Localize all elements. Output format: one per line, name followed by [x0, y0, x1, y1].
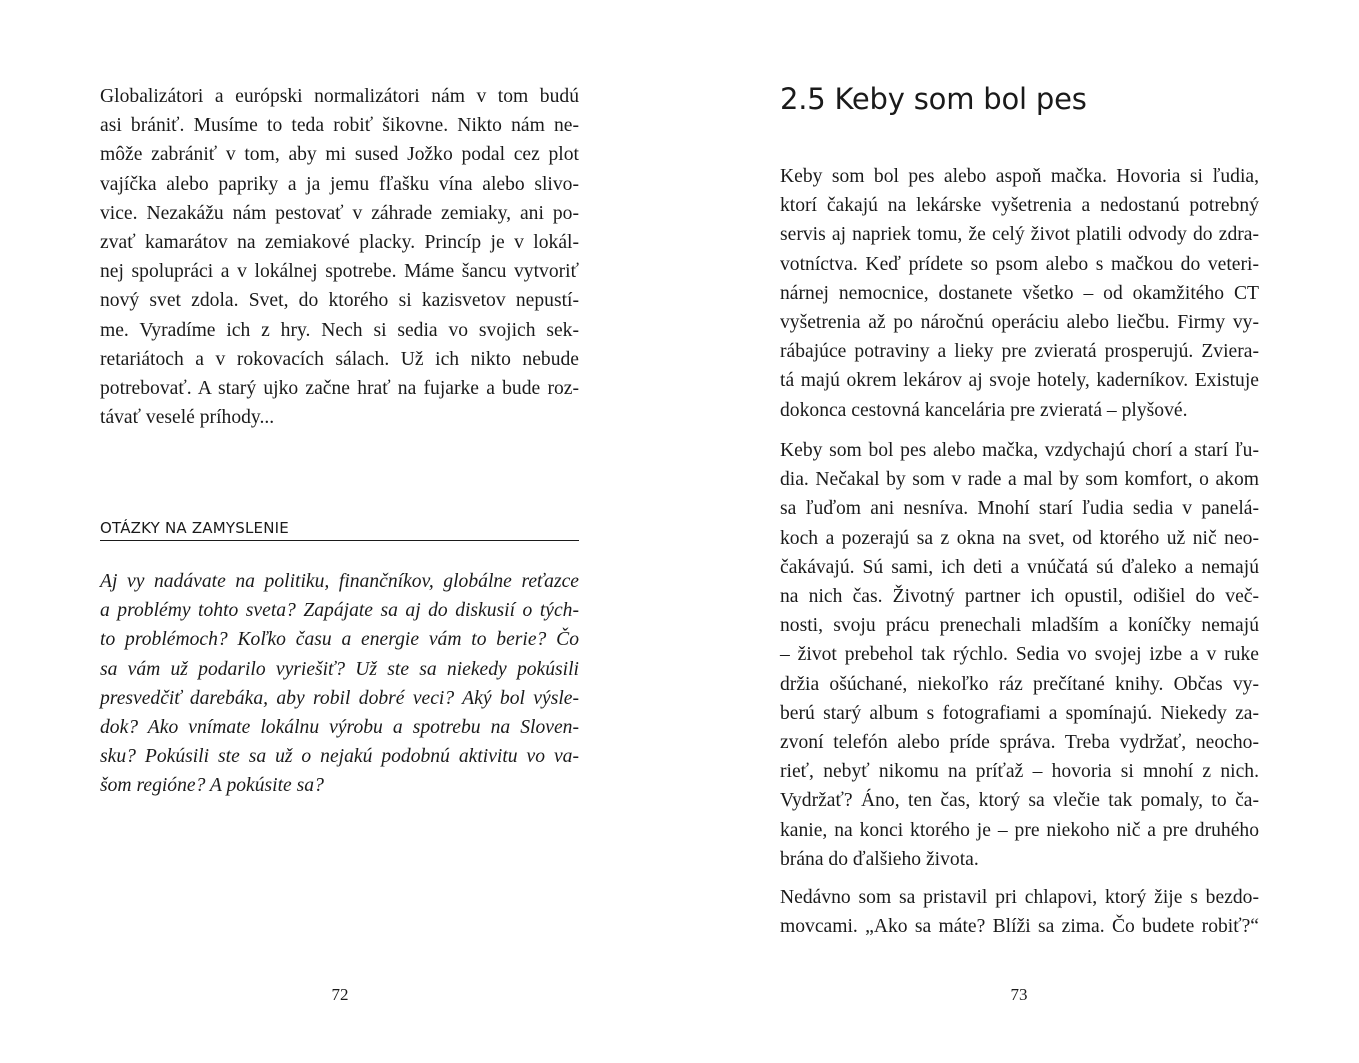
text-line: nej spolupráci a v lokálnej spotrebe. Máme šancu vytvoriť — [100, 261, 579, 283]
text-line: sku? Pokúsili ste sa už o nejakú podobnú aktivitu vo va- — [100, 746, 579, 768]
text-line: čakávajú. Sú sami, ich deti a vnúčatá sú ďaleko a nemajú — [780, 556, 1259, 578]
text-line: nový svet zdola. Svet, do ktorého si kazisvetov nepustí- — [100, 290, 579, 312]
paragraph-3 — [780, 883, 1259, 941]
text-line: tá majú okrem lekárov aj svoje hotely, kaderníkov. Existuje — [780, 370, 1259, 392]
text-line: držia ošúchané, niekoľko ráz prečítané knihy. Občas vy- — [780, 673, 1259, 695]
paragraph-1 — [780, 162, 1259, 425]
text-line: brána do ďalšieho života. — [780, 848, 979, 870]
text-line: to problémoch? Koľko času a energie vám to berie? Čo — [100, 629, 579, 651]
section-heading: OTÁZKY NA ZAMYSLENIE — [100, 519, 579, 541]
text-line: dok? Ako vnímate lokálnu výrobu a spotrebu na Sloven- — [100, 717, 579, 739]
text-line: – život prebehol tak rýchlo. Sedia vo svojej izbe a v ruke — [780, 644, 1259, 666]
text-line: zvať kamarátov na zemiakové placky. Princíp je v lokál- — [100, 232, 579, 254]
text-line: presvedčiť darebáka, aby robil dobré veci? Aký bol výsle- — [100, 687, 579, 709]
text-line: távať veselé príhody... — [100, 407, 275, 429]
text-line: movcami. „Ako sa máte? Blíži sa zima. Čo budete robiť?“ — [780, 916, 1259, 938]
text-line: votníctva. Keď prídete so psom alebo s mačkou do veteri- — [780, 253, 1259, 275]
text-line: servis aj napriek tomu, že celý život platili odvody do zdra- — [780, 224, 1259, 246]
text-line: šom regióne? A pokúsite sa? — [100, 775, 324, 797]
text-line: Keby som bol pes alebo mačka, vzdychajú chorí a starí ľu- — [780, 440, 1259, 461]
text-line: vyšetrenia až po náročnú operáciu alebo liečbu. Firmy vy- — [780, 312, 1259, 334]
text-line: Globalizátori a európski normalizátori nám v tom budú — [100, 86, 579, 107]
text-line: Nedávno som sa pristavil pri chlapovi, ktorý žije s bezdo- — [780, 887, 1259, 908]
text-line: kanie, na konci ktorého je – pre niekoho nič a pre druhého — [780, 819, 1259, 841]
text-line: Aj vy nadávate na politiku, finančníkov, globálne reťazce — [100, 571, 579, 592]
text-line: sa ľuďom ani nesníva. Mnohí starí ľudia sedia v panelá- — [780, 498, 1259, 520]
text-line: nárnej nemocnice, dostanete všetko – od okamžitého CT — [780, 282, 1259, 304]
text-line: zvoní telefón alebo príde správa. Treba vydržať, neocho- — [780, 732, 1259, 754]
text-line: ktorí čakajú na lekárske vyšetrenia a nedostanú potrebný — [780, 195, 1259, 217]
text-line: nosti, svoju prácu prenechali mladším a koníčky nemajú — [780, 615, 1259, 637]
text-line: dia. Nečakal by som v rade a mal by som komfort, o akom — [780, 469, 1259, 491]
text-line: sa vám už podarilo vyriešiť? Už ste sa niekedy pokúsili — [100, 658, 579, 680]
text-line: vajíčka alebo papriky a ja jemu fľašku vína alebo slivo- — [100, 173, 579, 195]
right-page — [680, 0, 1359, 1063]
text-line: Keby som bol pes alebo aspoň mačka. Hovoria si ľudia, — [780, 166, 1259, 187]
text-line: rieť, nebyť nikomu na príťaž – hovoria si mnohí z nich. — [780, 761, 1259, 783]
text-line: rábajúce potraviny a lieky pre zvieratá prosperujú. Zviera- — [780, 341, 1259, 363]
text-line: dokonca cestovná kancelária pre zvieratá – plyšové. — [780, 399, 1188, 421]
page-number: 72 — [331, 985, 349, 1004]
questions-paragraph — [100, 567, 579, 801]
text-line: a problémy tohto sveta? Zapájate sa aj do diskusií o tých- — [100, 600, 579, 622]
text-line: môže zabrániť v tom, aby mi sused Jožko podal cez plot — [100, 144, 579, 166]
text-line: Vydržať? Áno, ten čas, ktorý sa vlečie tak pomaly, to ča- — [780, 790, 1259, 812]
page-number: 73 — [1010, 985, 1028, 1004]
text-line: berú starý album s fotografiami a spomínajú. Niekedy za- — [780, 702, 1259, 724]
left-body-paragraph — [100, 82, 579, 432]
text-line: asi brániť. Musíme to teda robiť šikovne. Nikto nám ne- — [100, 115, 579, 137]
chapter-title: 2.5 Keby som bol pes — [780, 82, 1087, 116]
paragraph-2 — [780, 436, 1259, 874]
text-line: me. Vyradíme ich z hry. Nech si sedia vo svojich sek- — [100, 319, 579, 341]
text-line: retariátoch a v rokovacích sálach. Už ich nikto nebude — [100, 348, 579, 370]
text-line: na nich čas. Životný partner ich opustil, odišiel do več- — [780, 586, 1259, 608]
text-line: vice. Nezakážu nám pestovať v záhrade zemiaky, ani po- — [100, 202, 579, 224]
text-line: koch a pozerajú sa z okna na svet, od ktorého už nič neo- — [780, 527, 1259, 549]
text-line: potrebovať. A starý ujko začne hrať na fujarke a bude roz- — [100, 378, 579, 400]
